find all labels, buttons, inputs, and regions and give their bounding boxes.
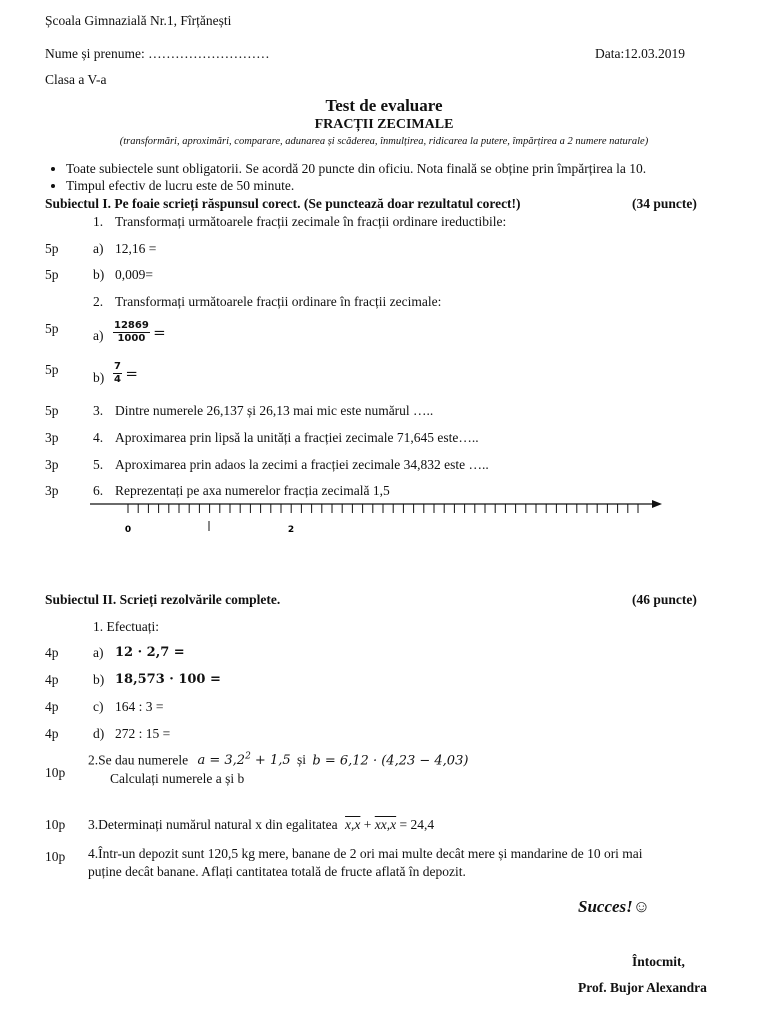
s2-q2-points: 10p <box>45 765 66 780</box>
s2-q2-line2: Calculați numerele a și b <box>110 771 245 786</box>
q1-text: Transformați următoarele fracții zecimale în fracții ordinare ireductibile: <box>115 214 507 229</box>
s2-q3-points: 10p <box>45 817 66 832</box>
q2-text: Transformați următoarele fracții ordinare în fracții zecimale: <box>115 294 442 309</box>
rule-item: • Timpul efectiv de lucru este de 50 minute. <box>66 177 646 194</box>
s2-q1b-expr: 18,573 · 100 = <box>115 672 221 687</box>
smiley-icon: ☺ <box>632 897 651 916</box>
s2-q3-rest: = 24,4 <box>399 817 435 832</box>
q1a-label: a) <box>93 241 104 256</box>
name-field-label: Nume și prenume: ……………………… <box>45 46 270 61</box>
q1b-label: b) <box>93 267 105 282</box>
school-name: Școala Gimnazială Nr.1, Fîrțănești <box>45 13 232 28</box>
s2-q1-text: 1. Efectuați: <box>93 619 159 634</box>
s2-q2-conj: și <box>297 752 307 768</box>
section1-points: (34 puncte) <box>632 196 697 211</box>
q2b-points: 5p <box>45 362 59 377</box>
q2a-points: 5p <box>45 321 59 336</box>
axis-arrow-icon <box>652 500 662 508</box>
q2a-fraction <box>113 320 166 345</box>
section2-points: (46 puncte) <box>632 592 697 607</box>
s2-q1c-label: c) <box>93 699 104 714</box>
equals-sign: = <box>153 323 166 342</box>
equals-sign: = <box>125 364 138 383</box>
s2-q3-statement <box>88 817 434 833</box>
q4-number: 4. <box>93 430 104 445</box>
s2-q1b-label: b) <box>93 672 105 687</box>
s2-q1a-points: 4p <box>45 645 59 660</box>
page-title: Test de evaluare <box>325 96 443 115</box>
q5-points: 3p <box>45 457 59 472</box>
q2b-fraction <box>113 361 138 386</box>
q2-number: 2. <box>93 294 104 309</box>
s2-q4-line2: puține decât banane. Aflați cantitatea totală de fructe aflată în depozit. <box>88 864 466 879</box>
q5-text: Aproximarea prin adaos la zecimi a fracției zecimale 34,832 este ….. <box>115 457 489 472</box>
denominator: 4 <box>114 374 121 385</box>
q1a-text: 12,16 = <box>115 241 157 256</box>
test-date: Data:12.03.2019 <box>595 46 685 61</box>
q3-points: 5p <box>45 403 59 418</box>
axis-label-2: 2 <box>287 525 295 535</box>
s2-q1c-points: 4p <box>45 699 59 714</box>
s2-q1d-label: d) <box>93 726 105 741</box>
succes-text: Succes! <box>578 897 633 916</box>
s2-q3-plus: + <box>363 817 372 832</box>
s2-q3-term1: x,x <box>345 817 361 832</box>
s2-q1a-label: a) <box>93 645 104 660</box>
class-label: Clasa a V-a <box>45 72 107 87</box>
q5-number: 5. <box>93 457 104 472</box>
succes-message <box>578 897 650 917</box>
s2-q4-points: 10p <box>45 849 66 864</box>
section1-heading: Subiectul I. Pe foaie scrieți răspunsul corect. (Se punctează doar rezultatul corect!) <box>45 196 521 211</box>
axis-label-0: 0 <box>124 525 132 535</box>
q3-text: Dintre numerele 26,137 și 26,13 mai mic este numărul ….. <box>115 403 434 418</box>
author-name: Prof. Bujor Alexandra <box>578 980 707 995</box>
s2-q1b-points: 4p <box>45 672 59 687</box>
s2-q2-a-rest: + 1,5 <box>250 753 291 769</box>
page-subtitle: FRACȚII ZECIMALE <box>314 117 454 132</box>
s2-q2-a-base: a = 3,2 <box>197 753 246 769</box>
q6-number: 6. <box>93 483 104 498</box>
fraction <box>113 320 150 345</box>
section2-heading: Subiectul II. Scrieți rezolvările complete. <box>45 592 281 607</box>
q6-points: 3p <box>45 483 59 498</box>
number-axis <box>90 494 670 538</box>
q1b-text: 0,009= <box>115 267 153 282</box>
s2-q2-a-exponent: 2 <box>245 752 251 762</box>
topics-line: (transformări, aproximări, comparare, adunarea și scăderea, înmulțirea, ridicarea la putere, împărțirea a 2 numere naturale) <box>119 136 649 147</box>
s2-q4-line1: 4.Într-un depozit sunt 120,5 kg mere, banane de 2 ori mai multe decât mere și mandarine de 10 ori mai <box>88 846 643 861</box>
s2-q2-b: b = 6,12 · (4,23 − 4,03) <box>312 753 469 769</box>
q1a-points: 5p <box>45 241 59 256</box>
q2b-label: b) <box>93 370 105 385</box>
s2-q3-term2: xx,x <box>374 817 397 832</box>
q1b-points: 5p <box>45 267 59 282</box>
s2-q1c-expr: 164 : 3 = <box>115 699 164 714</box>
denominator: 1000 <box>117 333 146 344</box>
fraction <box>113 361 122 386</box>
s2-q2-statement <box>88 752 468 768</box>
intocmit-label: Întocmit, <box>632 954 685 969</box>
s2-q2-lead: 2.Se dau numerele <box>88 752 189 768</box>
q4-text: Aproximarea prin lipsă la unități a fracției zecimale 71,645 este….. <box>115 430 479 445</box>
q3-number: 3. <box>93 403 104 418</box>
q6-text: Reprezentați pe axa numerelor fracția zecimală 1,5 <box>115 483 390 498</box>
numerator: 12869 <box>114 320 149 331</box>
s2-q2-a <box>197 753 290 768</box>
numerator: 7 <box>114 361 121 372</box>
s2-q1d-expr: 272 : 15 = <box>115 726 171 741</box>
q4-points: 3p <box>45 430 59 445</box>
s2-q1d-points: 4p <box>45 726 59 741</box>
q1-number: 1. <box>93 214 104 229</box>
rules-list <box>48 160 646 194</box>
axis-ticks <box>128 504 638 513</box>
s2-q1a-expr: 12 · 2,7 = <box>115 645 185 660</box>
q2a-label: a) <box>93 328 104 343</box>
s2-q3-lead: 3.Determinați numărul natural x din egalitatea <box>88 817 338 832</box>
rule-item: • Toate subiectele sunt obligatorii. Se acordă 20 puncte din oficiu. Nota finală se obține prin împărțirea la 10. <box>66 160 646 177</box>
